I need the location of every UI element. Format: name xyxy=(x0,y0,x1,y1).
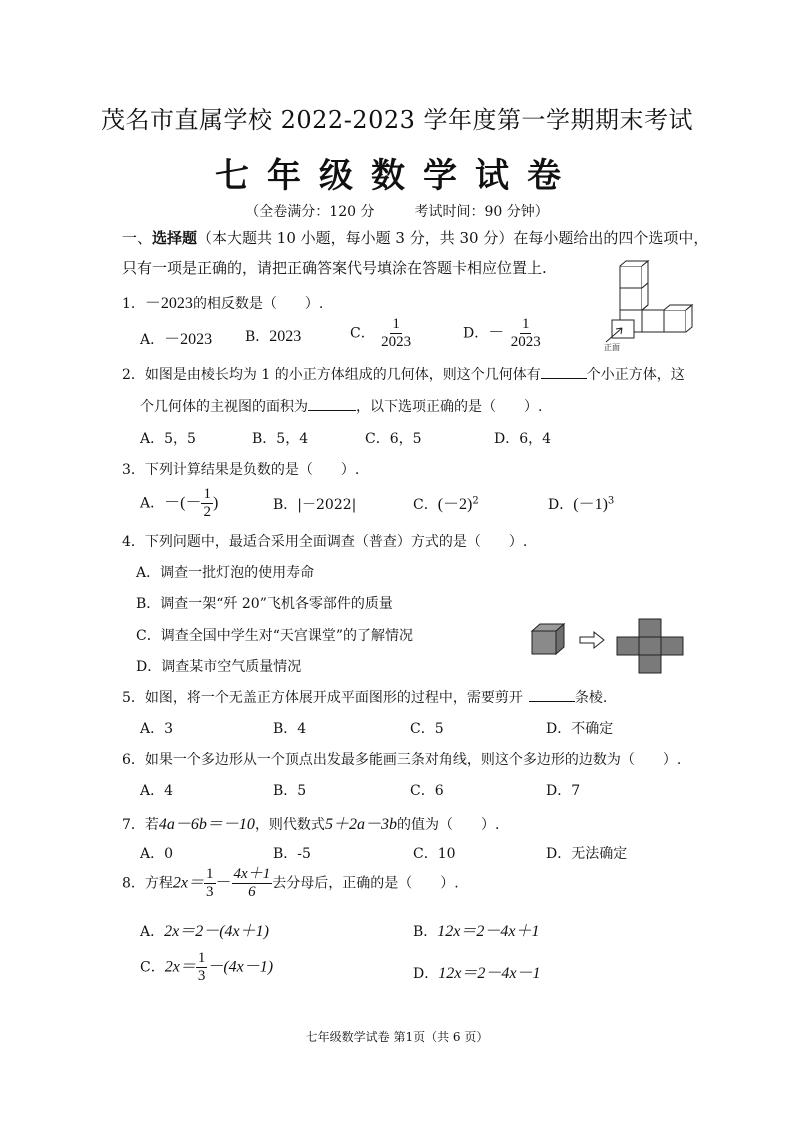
option-label: D． xyxy=(463,325,489,342)
option-value: 2023 xyxy=(269,328,302,345)
numerator: 1 xyxy=(392,316,400,332)
question-1 xyxy=(122,290,323,313)
question-4 xyxy=(122,531,527,551)
option-value: |－2022| xyxy=(297,497,357,513)
exponent: 3 xyxy=(607,495,615,507)
exam-time: 考试时间：90 分钟） xyxy=(414,204,549,220)
question-8 xyxy=(122,866,459,901)
q4-option-b: B．调查一架“歼 20”飞机各零部件的质量 xyxy=(136,596,393,612)
q1-option-c xyxy=(350,316,413,351)
numerator: 1 xyxy=(197,950,206,966)
q2-cube-figure xyxy=(600,258,696,354)
q1-option-a xyxy=(140,326,212,349)
option-value: 12x＝2－4x＋1 xyxy=(437,923,540,940)
fraction xyxy=(232,866,273,901)
denominator: 2 xyxy=(203,504,211,520)
exam-paper-title: 七年级数学试卷 xyxy=(215,156,579,196)
q5-text: 如图，将一个无盖正方体展开成平面图形的过程中，需要剪开 xyxy=(144,690,523,706)
q8-lhs: 2x＝ xyxy=(172,874,205,892)
q7-text: 的值为（ ）. xyxy=(396,817,500,833)
q7-option-d: D．无法确定 xyxy=(546,846,628,862)
q3-option-a xyxy=(140,486,218,521)
denominator: 2023 xyxy=(510,334,541,350)
q2-number: 2． xyxy=(122,367,145,383)
q1-text: 的相反数是（ ）. xyxy=(192,296,324,312)
q6-option-c: C．6 xyxy=(410,783,444,799)
q7-text: ，则代数式 xyxy=(254,817,325,833)
q7-option-c: C．10 xyxy=(413,846,456,862)
section-desc-line2: 只有一项是正确的，请把正确答案代号填涂在答题卡相应位置上. xyxy=(122,259,547,277)
question-2 xyxy=(122,364,685,384)
q6-option-a: A．4 xyxy=(140,783,174,799)
option-value: 2x＝ xyxy=(164,958,196,976)
q5-option-b: B．4 xyxy=(273,721,307,737)
q6-number: 6． xyxy=(122,752,145,768)
q8-option-c xyxy=(140,950,273,985)
option-label: A． xyxy=(140,924,165,940)
question-6 xyxy=(122,749,681,769)
q7-option-b: B．-5 xyxy=(273,846,311,862)
numerator: 4x＋1 xyxy=(233,866,271,882)
answer-blank xyxy=(529,687,575,702)
option-value: (－1) xyxy=(573,496,608,513)
q3-option-d xyxy=(548,491,614,514)
q4-option-a: A．调查一批灯泡的使用寿命 xyxy=(136,565,315,581)
minus-sign: － xyxy=(215,874,232,892)
fraction xyxy=(196,950,208,985)
q3-option-b xyxy=(273,494,356,514)
q2-text: 如图是由棱长均为 1 的小正方体组成的几何体，则这个几何体有 xyxy=(144,367,541,383)
q2-option-a: A．5，5 xyxy=(140,431,196,447)
q8-text: 方程 xyxy=(144,875,173,892)
denominator: 3 xyxy=(206,884,214,900)
q3-number: 3． xyxy=(122,462,145,478)
option-value: ) xyxy=(212,494,219,512)
section-desc: （本大题共 10 小题，每小题 3 分，共 30 分）在每小题给出的四个选项中， xyxy=(197,229,709,247)
fraction xyxy=(509,316,543,351)
option-label: B． xyxy=(245,329,270,345)
option-label: A． xyxy=(140,495,165,512)
section-heading xyxy=(122,228,708,248)
fraction xyxy=(204,866,216,901)
q6-option-b: B．5 xyxy=(273,783,307,799)
exam-meta xyxy=(0,201,794,221)
option-label: C． xyxy=(350,325,375,342)
q5-option-c: C．5 xyxy=(410,721,444,737)
q1-expr: －2023 xyxy=(144,295,193,312)
option-value: －2023 xyxy=(164,331,213,348)
section-name: 选择题 xyxy=(152,229,198,247)
q8-option-b xyxy=(413,918,540,941)
q2-text: 个小正方体，这 xyxy=(586,367,685,383)
q7-option-a: A．0 xyxy=(140,846,174,862)
q7-expression: 5＋2a－3b xyxy=(324,816,397,833)
q8-text: 去分母后，正确的是（ ）. xyxy=(272,875,459,892)
question-2-cont xyxy=(140,396,542,416)
option-value: 2x＝2－(4x＋1) xyxy=(164,923,269,940)
full-score: （全卷满分：120 分 xyxy=(245,204,375,220)
option-label: A． xyxy=(140,332,165,348)
q6-option-d: D．7 xyxy=(546,783,581,799)
option-value: 12x＝2－4x－1 xyxy=(438,965,541,982)
numerator: 1 xyxy=(206,866,214,882)
q4-number: 4． xyxy=(122,534,145,550)
minus-sign: － xyxy=(488,324,505,342)
q3-option-c xyxy=(413,491,479,514)
page-footer: 七年级数学试卷 第1页（共 6 页） xyxy=(305,1030,489,1044)
fraction xyxy=(379,316,413,351)
q5-text: 条棱. xyxy=(574,690,608,706)
q4-option-d: D．调查某市空气质量情况 xyxy=(136,659,302,675)
option-label: C． xyxy=(413,497,438,513)
q7-text: 若 xyxy=(144,817,159,833)
exponent: 2 xyxy=(472,495,479,507)
q4-option-c: C．调查全国中学生对“天宫课堂”的了解情况 xyxy=(136,628,414,644)
q5-option-d: D．不确定 xyxy=(546,721,614,737)
question-7 xyxy=(122,811,499,834)
option-label: D． xyxy=(413,966,439,982)
q2-option-c: C．6，5 xyxy=(365,431,422,447)
option-label: C． xyxy=(140,959,165,976)
q8-number: 8． xyxy=(122,875,145,892)
section-number: 一、 xyxy=(122,229,153,247)
denominator: 3 xyxy=(197,968,206,984)
option-value: (－2) xyxy=(437,496,473,513)
fraction xyxy=(201,486,213,521)
q1-option-b xyxy=(245,326,301,346)
option-value: －(－ xyxy=(164,494,202,512)
q8-option-a xyxy=(140,918,269,941)
q2-text: 个几何体的主视图的面积为 xyxy=(140,399,308,415)
answer-blank xyxy=(541,364,587,379)
numerator: 1 xyxy=(521,316,530,332)
answer-blank xyxy=(308,396,356,411)
q3-text: 下列计算结果是负数的是（ ）. xyxy=(144,462,360,478)
q4-text: 下列问题中，最适合采用全面调查（普查）方式的是（ ）. xyxy=(144,534,528,550)
q5-option-a: A．3 xyxy=(140,721,174,737)
numerator: 1 xyxy=(203,486,211,502)
front-view-label: 正面 xyxy=(604,343,620,352)
option-label: B． xyxy=(273,497,298,513)
q2-option-b: B．5，4 xyxy=(252,431,309,447)
option-value: －(4x－1) xyxy=(207,958,274,976)
q1-option-d xyxy=(463,316,543,351)
option-label: D． xyxy=(548,497,574,513)
exam-header-title: 茂名市直属学校 2022-2023 学年度第一学期期末考试 xyxy=(100,106,694,134)
q1-number: 1． xyxy=(122,296,145,312)
q2-option-d: D．6，4 xyxy=(494,431,552,447)
question-3 xyxy=(122,459,359,479)
denominator: 6 xyxy=(248,884,256,900)
q6-text: 如果一个多边形从一个顶点出发最多能画三条对角线，则这个多边形的边数为（ ）. xyxy=(144,752,682,768)
denominator: 2023 xyxy=(381,334,412,350)
q7-number: 7． xyxy=(122,817,145,833)
option-label: B． xyxy=(413,924,438,940)
q8-option-d xyxy=(413,960,540,983)
question-5 xyxy=(122,687,607,707)
q5-cube-net-figure xyxy=(528,615,688,677)
q2-text: ，以下选项正确的是（ ）. xyxy=(356,399,543,415)
q5-number: 5． xyxy=(122,690,145,706)
q7-condition: 4a－6b＝－10 xyxy=(158,816,255,833)
